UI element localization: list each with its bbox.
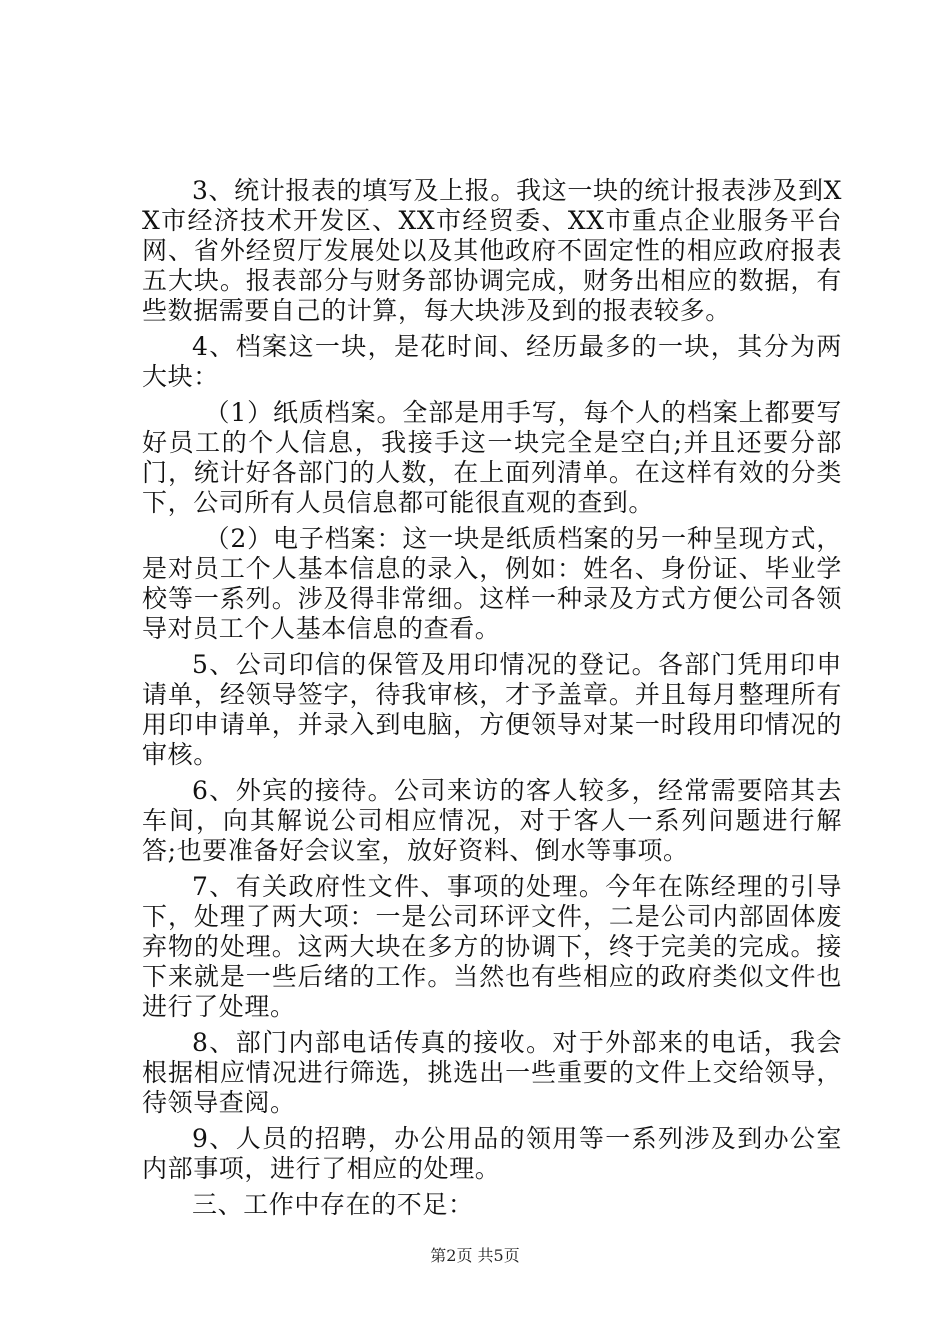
paragraph-archives: 4、档案这一块，是花时间、经历最多的一块，其分为两大块： <box>142 332 842 391</box>
document-body <box>142 176 842 1226</box>
paragraph-paper-archives: （1）纸质档案。全部是用手写，每个人的档案上都要写好员工的个人信息，我接手这一块完全是空白;并且还要分部门，统计好各部门的人数，在上面列清单。在这样有效的分类下，公司所有人员信息都可能很直观的查到。 <box>142 398 842 517</box>
paragraph-seal-management: 5、公司印信的保管及用印情况的登记。各部门凭用印申请单，经领导签字，待我审核，才予盖章。并且每月整理所有用印申请单，并录入到电脑，方便领导对某一时段用印情况的审核。 <box>142 650 842 769</box>
paragraph-statistics-reports: 3、统计报表的填写及上报。我这一块的统计报表涉及到XX市经济技术开发区、XX市经贸委、XX市重点企业服务平台网、省外经贸厅发展处以及其他政府不固定性的相应政府报表五大块。报表部分与财务部协调完成，财务出相应的数据，有些数据需要自己的计算，每大块涉及到的报表较多。 <box>142 176 842 325</box>
paragraph-government-documents: 7、有关政府性文件、事项的处理。今年在陈经理的引导下，处理了两大项：一是公司环评文件，二是公司内部固体废弃物的处理。这两大块在多方的协调下，终于完美的完成。接下来就是一些后绪的工作。当然也有些相应的政府类似文件也进行了处理。 <box>142 872 842 1021</box>
paragraph-phone-fax: 8、部门内部电话传真的接收。对于外部来的电话，我会根据相应情况进行筛选，挑选出一些重要的文件上交给领导，待领导查阅。 <box>142 1028 842 1117</box>
paragraph-recruitment: 9、人员的招聘，办公用品的领用等一系列涉及到办公室内部事项，进行了相应的处理。 <box>142 1124 842 1183</box>
section-heading-shortcomings: 三、工作中存在的不足： <box>192 1190 474 1219</box>
page-number-footer: 第2页 共5页 <box>430 1246 520 1265</box>
paragraph-electronic-archives: （2）电子档案：这一块是纸质档案的另一种呈现方式，是对员工个人基本信息的录入，例如：姓名、身份证、毕业学校等一系列。涉及得非常细。这样一种录及方式方便公司各领导对员工个人基本信息的查看。 <box>142 524 842 643</box>
paragraph-guest-reception: 6、外宾的接待。公司来访的客人较多，经常需要陪其去车间，向其解说公司相应情况，对于客人一系列问题进行解答;也要准备好会议室，放好资料、倒水等事项。 <box>142 776 842 865</box>
